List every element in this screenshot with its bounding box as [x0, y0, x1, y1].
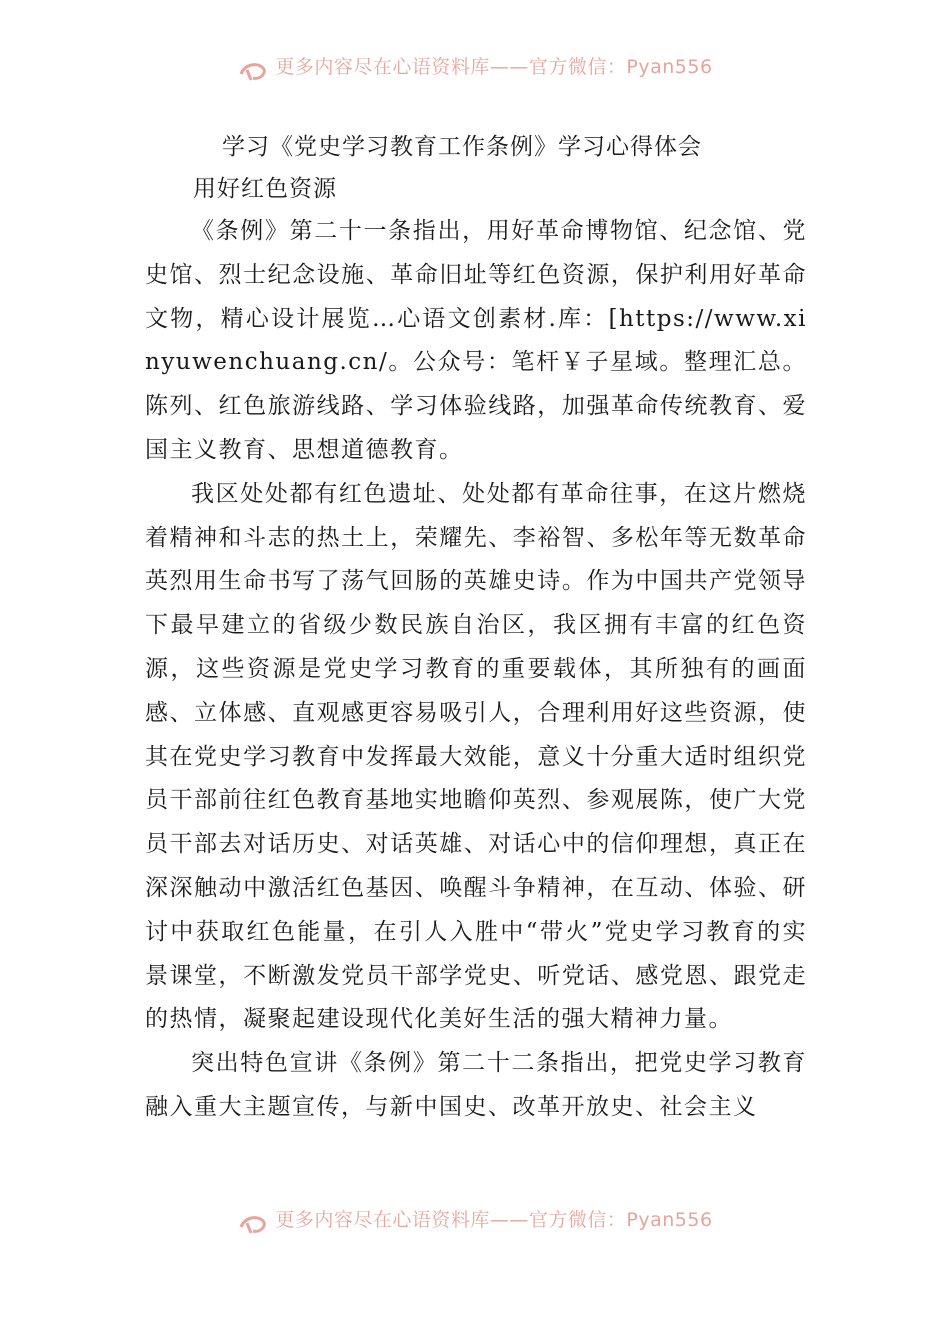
watermark-logo-icon — [237, 58, 271, 84]
paragraph-2: 我区处处都有红色遗址、处处都有革命往事，在这片燃烧着精神和斗志的热土上，荣耀先、李裕智、多松年等无数革命英烈用生命书写了荡气回肠的英雄史诗。作为中国共产党领导下最早建立的省级少数民族自治区，我区拥有丰富的红色资源，这些资源是党史学习教育的重要载体，其所独有的画面感、立体感、直观感更容易吸引人，合理利用好这些资源，使其在党史学习教育中发挥最大效能，意义十分重大适时组织党员干部前往红色教育基地实地瞻仰英烈、参观展陈，使广大党员干部去对话历史、对话英雄、对话心中的信仰理想，真正在深深触动中激活红色基因、唤醒斗争精神，在互动、体验、研讨中获取红色能量，在引人入胜中“带火”党史学习教育的实景课堂，不断激发党员干部学党史、听党话、感党恩、跟党走的热情，凝聚起建设现代化美好生活的强大精神力量。 — [145, 480, 807, 1033]
watermark-text: 更多内容尽在心语资料库——官方微信：Pyan556 — [275, 1209, 713, 1231]
document-body — [145, 126, 807, 1130]
paragraph-1: 《条例》第二十一条指出，用好革命博物馆、纪念馆、党史馆、烈士纪念设施、革命旧址等红色资源，保护利用好革命文物，精心设计展览…心语文创素材.库：[https://www.xinyuwenchuang.cn/。公众号：笔杆￥子星域。整理汇总。陈列、红色旅游线路、学习体验线路，加强革命传统教育、爱国主义教育、思想道德教育。 — [145, 218, 807, 463]
watermark-logo-icon — [237, 1211, 271, 1237]
document-title: 学习《党史学习教育工作条例》学习心得体会 — [222, 134, 702, 160]
paragraph-3: 突出特色宣讲《条例》第二十二条指出，把党史学习教育融入重大主题宣传，与新中国史、改革开放史、社会主义 — [145, 1050, 807, 1120]
header-watermark — [0, 56, 950, 86]
section-heading: 用好红色资源 — [193, 176, 337, 202]
watermark-text: 更多内容尽在心语资料库——官方微信：Pyan556 — [275, 56, 713, 78]
footer-watermark — [0, 1209, 950, 1239]
